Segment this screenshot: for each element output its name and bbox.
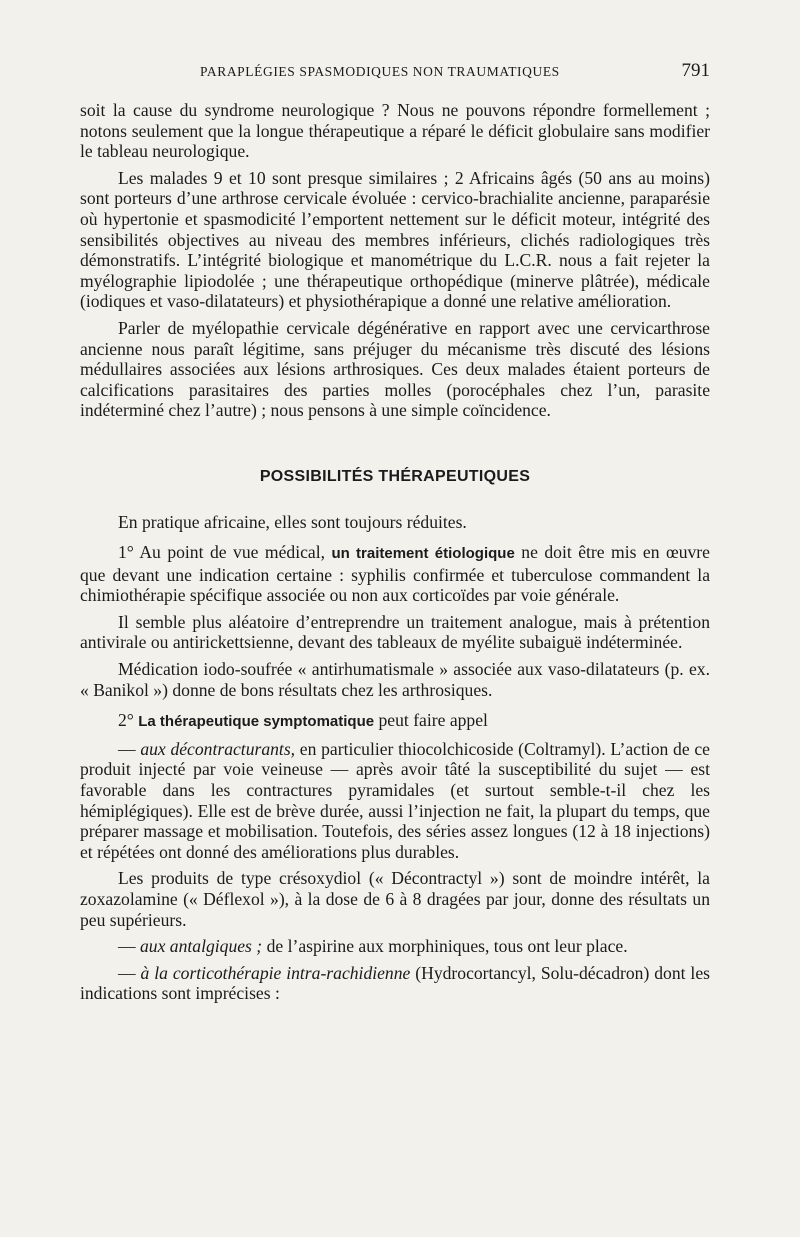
paragraph-11 [80,936,710,957]
paragraph-5-rest: ne doit être mis en œuvre que devant une indication certaine : syphilis confirmée et tuberculose commandent la chimiothérapie spécifique associée ou non aux corticoïdes par voie générale. [80,542,710,606]
paragraph-5-bold: un traitement étiologique [331,545,515,563]
page-header [80,58,710,92]
paragraph-3: Parler de myélopathie cervicale dégénérative en rapport avec une cervicarthrose ancienne nous paraît légitime, sans préjuger du mécanisme très discuté des lésions médullaires associées aux lésions arthrosiques. Ces deux malades étaient porteurs de calcifications parasitaires des parties molles (porocéphales chez l’un, parasite indéterminé chez l’autre) ; nous pensons à une simple coïncidence. [80,317,710,421]
paragraph-8-rest: peut faire appel [374,710,488,731]
body-text [80,100,710,1004]
paragraph-5-lead: 1° Au point de vue médical, [118,542,332,563]
paragraph-9-dash: — [118,738,141,759]
paragraph-6: Il semble plus aléatoire d’entreprendre un traitement analogue, mais à prétention antivirale ou antirickettsienne, devant des tableaux de myélite subaiguë indéterminée. [80,611,710,653]
paragraph-12 [80,963,710,1004]
section-heading: POSSIBILITÉS THÉRAPEUTIQUES [259,467,531,485]
running-head: PARAPLÉGIES SPASMODIQUES NON TRAUMATIQUES [200,64,560,79]
paragraph-4: En pratique africaine, elles sont toujours réduites. [118,511,467,532]
paragraph-11-rest: de l’aspirine aux morphiniques, tous ont leur place. [262,936,628,957]
paragraph-12-italic: à la corticothérapie intra-rachidienne [140,962,411,983]
paragraph-8 [80,710,710,733]
paragraph-9 [80,739,710,863]
page-number: 791 [681,60,710,81]
paragraph-10: Les produits de type crésoxydiol (« Décontractyl ») sont de moindre intérêt, la zoxazolamine (« Déflexol »), à la dose de 6 à 8 dragées par jour, donne des résultats un peu supérieurs. [80,868,710,930]
paragraph-5 [80,542,710,606]
paragraph-11-dash: — [118,936,140,957]
paragraph-9-italic: aux décontracturants, [140,738,296,759]
paragraph-8-lead: 2° [118,710,139,731]
paragraph-2: Les malades 9 et 10 sont presque similaires ; 2 Africains âgés (50 ans au moins) sont porteurs d’une arthrose cervicale évoluée : cervico-brachialite ancienne, paraparésie où hypertonie et spasmodicité l’emportent nettement sur le déficit moteur, intégrité des sensibilités objectives au niveau des membres inférieurs, clichés radiologiques très démonstratifs. L’intégrité biologique et manométrique du L.C.R. nous a fait rejeter la myélographie lipiodolée ; une thérapeutique orthopédique (minerve plâtrée), médicale (iodiques et vaso-dilatateurs) et physiothérapique a donné une relative amélioration. [80,167,710,312]
paragraph-1: soit la cause du syndrome neurologique ? Nous ne pouvons répondre formellement ; notons seulement que la longue thérapeutique a réparé le déficit globulaire sans modifier le tableau neurologique. [80,100,710,162]
paragraph-12-rest: (Hydrocortancyl, Solu-décadron) dont les indications sont imprécises : [80,962,710,1004]
paragraph-11-italic: aux antalgiques ; [140,936,263,957]
paragraph-8-bold: La thérapeutique symptomatique [138,713,375,731]
paragraph-12-dash: — [118,962,141,983]
paragraph-9-rest: en particulier thiocolchicoside (Coltramyl). L’action de ce produit injecté par voie veineuse — après avoir tâté la susceptibilité du sujet — est favorable dans les contractures pyramidales (et surtout semble-t-il chez les hémiplégiques). Elle est de brève durée, aussi l’injection ne fait, la plupart du temps, que préparer massage et mobilisation. Toutefois, des séries assez longues (12 à 18 injections) et répétées ont donné des améliorations plus durables. [80,738,710,862]
paragraph-7: Médication iodo-soufrée « antirhumatismale » associée aux vaso-dilatateurs (p. ex. « Banikol ») donne de bons résultats chez les arthrosiques. [80,659,710,700]
